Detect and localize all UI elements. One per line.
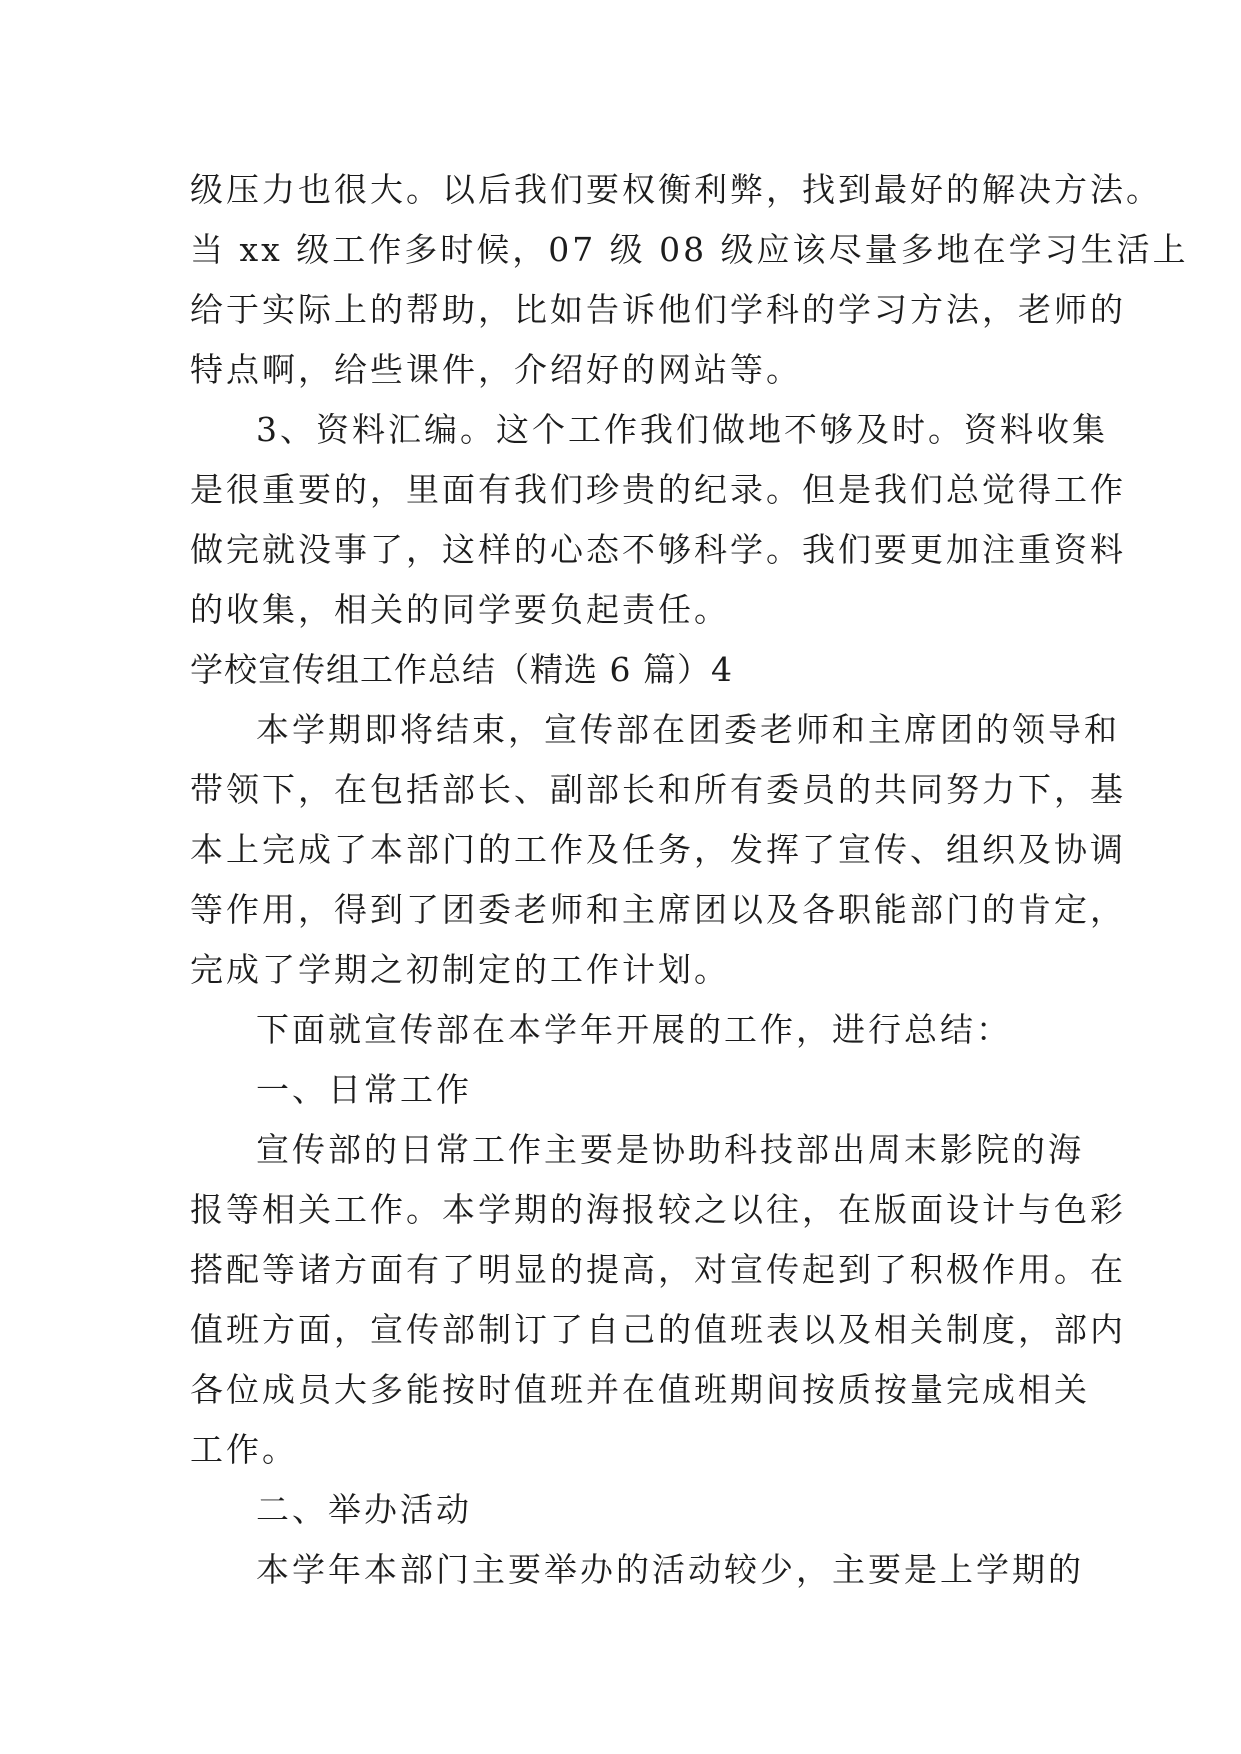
paragraph-line: 下面就宣传部在本学年开展的工作，进行总结： (256, 1010, 1012, 1049)
document-body (190, 160, 1189, 1600)
paragraph-line: 给于实际上的帮助，比如告诉他们学科的学习方法，老师的 (190, 290, 1126, 329)
paragraph-line: 级压力也很大。以后我们要权衡利弊，找到最好的解决方法。 (190, 170, 1162, 209)
paragraph-line: 是很重要的，里面有我们珍贵的纪录。但是我们总觉得工作 (190, 470, 1126, 509)
paragraph-line: 报等相关工作。本学期的海报较之以往，在版面设计与色彩 (190, 1190, 1126, 1229)
paragraph-line: 搭配等诸方面有了明显的提高，对宣传起到了积极作用。在 (190, 1250, 1126, 1289)
paragraph-line: 带领下，在包括部长、副部长和所有委员的共同努力下，基 (190, 770, 1126, 809)
paragraph-line: 当 xx 级工作多时候，07 级 08 级应该尽量多地在学习生活上 (190, 230, 1189, 269)
paragraph-line: 本学期即将结束，宣传部在团委老师和主席团的领导和 (256, 710, 1120, 749)
paragraph-line: 做完就没事了，这样的心态不够科学。我们要更加注重资料 (190, 530, 1126, 569)
paragraph-line: 本上完成了本部门的工作及任务，发挥了宣传、组织及协调 (190, 830, 1126, 869)
paragraph-line: 宣传部的日常工作主要是协助科技部出周末影院的海 (256, 1130, 1084, 1169)
paragraph-line: 本学年本部门主要举办的活动较少，主要是上学期的 (256, 1550, 1084, 1589)
paragraph-line: 值班方面，宣传部制订了自己的值班表以及相关制度，部内 (190, 1310, 1126, 1349)
subheading-activities: 二、举办活动 (256, 1490, 472, 1529)
paragraph-line: 完成了学期之初制定的工作计划。 (190, 950, 730, 989)
paragraph-line: 各位成员大多能按时值班并在值班期间按质按量完成相关 (190, 1370, 1090, 1409)
paragraph-line: 3、资料汇编。这个工作我们做地不够及时。资料收集 (256, 410, 1108, 449)
section-title: 学校宣传组工作总结（精选 6 篇）4 (190, 650, 733, 689)
paragraph-line: 的收集，相关的同学要负起责任。 (190, 590, 730, 629)
paragraph-line: 特点啊，给些课件，介绍好的网站等。 (190, 350, 802, 389)
subheading-daily-work: 一、日常工作 (256, 1070, 472, 1109)
paragraph-line: 等作用，得到了团委老师和主席团以及各职能部门的肯定， (190, 890, 1126, 929)
paragraph-line: 工作。 (190, 1430, 298, 1469)
